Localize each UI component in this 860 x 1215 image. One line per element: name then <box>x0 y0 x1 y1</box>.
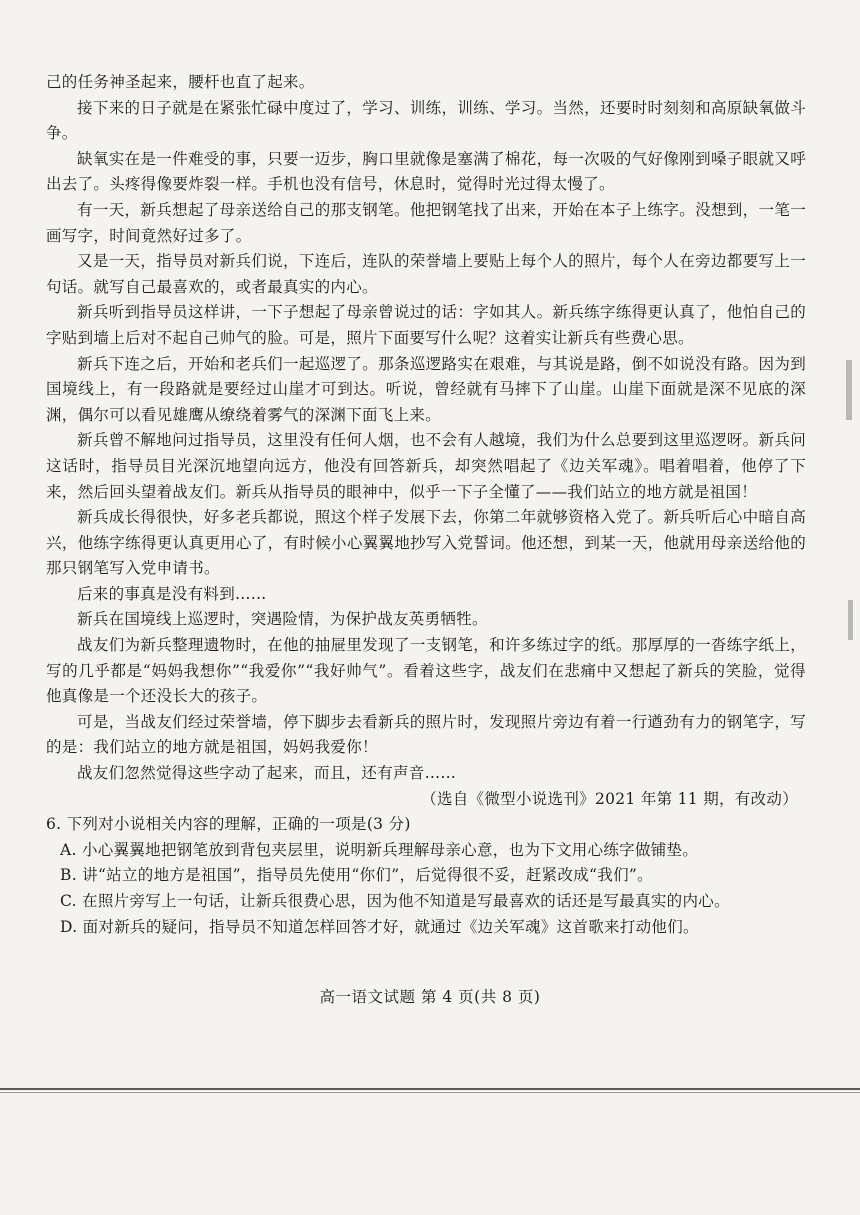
option-d[interactable]: D. 面对新兵的疑问，指导员不知道怎样回答才好，就通过《边关军魂》这首歌来打动他们。 <box>60 917 699 936</box>
scan-divider <box>0 1088 860 1090</box>
source-note: （选自《微型小说选刊》2021 年第 11 期，有改动） <box>421 789 798 808</box>
story-paragraph: 新兵听到指导员这样讲，一下子想起了母亲曾说过的话：字如其人。新兵练字练得更认真了，他怕自己的字贴到墙上后对不起自己帅气的脸。可是，照片下面要写什么呢？这着实让新兵有些费心思。 <box>46 303 806 347</box>
story-paragraph: 接下来的日子就是在紧张忙碌中度过了，学习、训练，训练、学习。当然，还要时时刻刻和高原缺氧做斗争。 <box>46 98 806 143</box>
story-paragraph: 战友们为新兵整理遗物时，在他的抽屉里发现了一支钢笔，和许多练过字的纸。那厚厚的一沓练字纸上，写的几乎都是“妈妈我想你”“我爱你”“我好帅气”。看着这些字，战友们在悲痛中又想起了新兵的笑脸，觉得他真像是一个还没长大的孩子。 <box>46 636 806 706</box>
exam-content <box>46 70 806 940</box>
story-paragraph: 战友们忽然觉得这些字动了起来，而且，还有声音…… <box>77 764 457 783</box>
option-b[interactable]: B. 讲“站立的地方是祖国”，指导员先使用“你们”，后觉得很不妥，赶紧改成“我们”。 <box>60 866 653 885</box>
story-paragraph: 己的任务神圣起来，腰杆也直了起来。 <box>46 73 315 91</box>
scan-mark <box>848 600 853 640</box>
story-paragraph: 可是，当战友们经过荣誉墙，停下脚步去看新兵的照片时，发现照片旁边有着一行遒劲有力的钢笔字，写的是：我们站立的地方就是祖国，妈妈我爱你！ <box>46 712 806 757</box>
option-a[interactable]: A. 小心翼翼地把钢笔放到背包夹层里，说明新兵理解母亲心意，也为下文用心练字做铺垫。 <box>60 840 699 859</box>
option-c[interactable]: C. 在照片旁写上一句话，让新兵很费心思，因为他不知道是写最喜欢的话还是写最真实的内心。 <box>60 892 730 910</box>
question-stem: 6. 下列对小说相关内容的理解，正确的一项是(3 分) <box>46 815 411 834</box>
story-paragraph: 新兵曾不解地问过指导员，这里没有任何人烟，也不会有人越境，我们为什么总要到这里巡逻呀。新兵问这话时，指导员目光深沉地望向远方，他没有回答新兵，却突然唱起了《边关军魂》。唱着唱着，他停了下来，然后回头望着战友们。新兵从指导员的眼神中，似乎一下子全懂了——我们站立的地方就是祖国！ <box>46 431 806 501</box>
scan-divider-shadow <box>0 1092 860 1093</box>
story-paragraph: 新兵下连之后，开始和老兵们一起巡逻了。那条巡逻路实在艰难，与其说是路，倒不如说没有路。因为到国境线上，有一段路就是要经过山崖才可到达。听说，曾经就有马摔下了山崖。山崖下面就是深不见底的深渊，偶尔可以看见雄鹰从缭绕着雾气的深渊下面飞上来。 <box>46 354 806 424</box>
story-paragraph: 缺氧实在是一件难受的事，只要一迈步，胸口里就像是塞满了棉花，每一次吸的气好像刚到嗓子眼就又呼出去了。头疼得像要炸裂一样。手机也没有信号，休息时，觉得时光过得太慢了。 <box>46 149 806 194</box>
page-footer: 高一语文试题 第 4 页(共 8 页) <box>319 988 541 1006</box>
story-paragraph: 新兵在国境线上巡逻时，突遇险情，为保护战友英勇牺牲。 <box>77 610 488 629</box>
story-paragraph: 又是一天，指导员对新兵们说，下连后，连队的荣誉墙上要贴上每个人的照片，每个人在旁边都要写上一句话。就写自己最喜欢的，或者最真实的内心。 <box>46 252 806 296</box>
story-paragraph: 有一天，新兵想起了母亲送给自己的那支钢笔。他把钢笔找了出来，开始在本子上练字。没想到，一笔一画写字，时间竟然好过多了。 <box>46 200 806 245</box>
story-paragraph: 后来的事真是没有料到…… <box>77 584 267 603</box>
story-paragraph: 新兵成长得很快，好多老兵都说，照这个样子发展下去，你第二年就够资格入党了。新兵听后心中暗自高兴，他练字练得更认真更用心了，有时候小心翼翼地抄写入党誓词。他还想，到某一天，他就用母亲送给他的那只钢笔写入党申请书。 <box>46 508 806 578</box>
scan-mark <box>846 360 852 420</box>
